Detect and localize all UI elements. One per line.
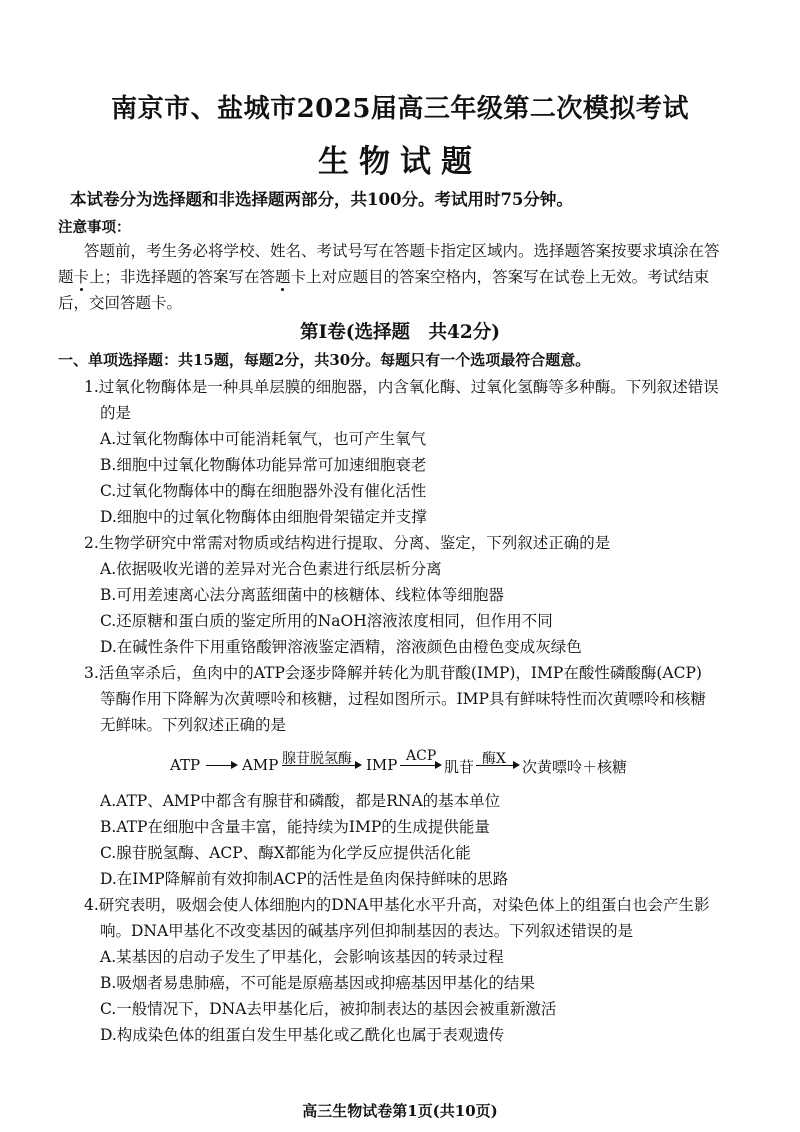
question-2-option-b: B.可用差速离心法分离蓝细菌中的核糖体、线粒体等细胞器 — [100, 586, 504, 604]
notice-heading: 注意事项： — [58, 219, 131, 236]
emphasis-dot-text: 答题卡 — [259, 268, 307, 286]
question-3-stem: 3.活鱼宰杀后，鱼肉中的ATP会逐步降解并转化为肌苷酸(IMP)，IMP在酸性磷酸酶(ACP) — [84, 664, 702, 682]
question-2-option-d: D.在碱性条件下用重铬酸钾溶液鉴定酒精，溶液颜色由橙色变成灰绿色 — [100, 638, 582, 656]
question-4-stem-cont: 响。DNA甲基化不改变基因的碱基序列但抑制基因的表达。下列叙述错误的是 — [100, 922, 634, 940]
question-1-stem-cont: 的是 — [100, 404, 132, 422]
arrow-icon — [476, 765, 518, 766]
pathway-inosine: 肌苷 — [444, 758, 475, 776]
question-4-option-b: B.吸烟者易患肺癌，不可能是原癌基因或抑癌基因甲基化的结果 — [100, 974, 535, 992]
notice-line-3: 后，交回答题卡。 — [58, 294, 183, 312]
question-1-stem: 1.过氧化物酶体是一种具单层膜的细胞器，内含氧化酶、过氧化氢酶等多种酶。下列叙述错误 — [84, 378, 719, 396]
notice-text: 上；非选择题的答案写在 — [89, 268, 260, 286]
exam-intro: 本试卷分为选择题和非选择题两部分，共100分。考试用时75分钟。 — [70, 190, 573, 209]
question-4-stem: 4.研究表明，吸烟会使人体细胞内的DNA甲基化水平升高，对染色体上的组蛋白也会产生影 — [84, 896, 710, 914]
arrow-icon — [206, 765, 236, 766]
pathway-enzyme-3: 酶X — [482, 751, 506, 767]
imp-degradation-pathway — [170, 748, 630, 780]
question-3-option-b: B.ATP在细胞中含量丰富，能持续为IMP的生成提供能量 — [100, 818, 490, 836]
question-4-option-c: C.一般情况下，DNA去甲基化后，被抑制表达的基因会被重新激活 — [100, 1000, 557, 1018]
question-4-option-a: A.某基因的启动子发生了甲基化，会影响该基因的转录过程 — [100, 948, 504, 966]
question-3-option-a: A.ATP、AMP中都含有腺苷和磷酸，都是RNA的基本单位 — [100, 792, 501, 810]
question-2-option-a: A.依据吸收光谱的差异对光合色素进行纸层析分离 — [100, 560, 442, 578]
pathway-imp: IMP — [366, 756, 398, 774]
subject-title: 生物试题 — [318, 144, 482, 180]
section-title: 第Ⅰ卷(选择题 共42分) — [300, 322, 500, 343]
question-3-option-d: D.在IMP降解前有效抑制ACP的活性是鱼肉保持鲜味的思路 — [100, 870, 509, 888]
question-1-option-b: B.细胞中过氧化物酶体功能异常可加速细胞衰老 — [100, 456, 427, 474]
notice-text: 上对应题目的答案空格内，答案写在试卷上无效。考试结束 — [306, 268, 710, 286]
notice-text: 题 — [58, 268, 74, 286]
question-1-option-a: A.过氧化物酶体中可能消耗氧气，也可产生氧气 — [100, 430, 427, 448]
part-heading: 一、单项选择题：共15题，每题2分，共30分。每题只有一个选项最符合题意。 — [58, 351, 591, 369]
question-1-option-d: D.细胞中的过氧化物酶体由细胞骨架锚定并支撑 — [100, 508, 427, 526]
emphasis-dot-text: 卡 — [73, 268, 90, 286]
pathway-products: 次黄嘌呤＋核糖 — [522, 758, 628, 776]
question-3-option-c: C.腺苷脱氢酶、ACP、酶X都能为化学反应提供活化能 — [100, 844, 471, 862]
pathway-atp: ATP — [170, 756, 201, 774]
arrow-icon — [282, 765, 360, 766]
notice-line-2 — [58, 264, 754, 290]
exam-title: 南京市、盐城市2025届高三年级第二次模拟考试 — [111, 94, 689, 124]
pathway-enzyme-2: ACP — [406, 748, 437, 764]
question-2-option-c: C.还原糖和蛋白质的鉴定所用的NaOH溶液浓度相同，但作用不同 — [100, 612, 553, 630]
question-3-stem-cont: 等酶作用下降解为次黄嘌呤和核糖，过程如图所示。IMP具有鲜味特性而次黄嘌呤和核糖 — [100, 690, 706, 708]
question-2-stem: 2.生物学研究中常需对物质或结构进行提取、分离、鉴定，下列叙述正确的是 — [84, 534, 611, 552]
pathway-amp: AMP — [242, 756, 279, 774]
arrow-icon — [400, 765, 440, 766]
question-1-option-c: C.过氧化物酶体中的酶在细胞器外没有催化活性 — [100, 482, 427, 500]
question-4-option-d: D.构成染色体的组蛋白发生甲基化或乙酰化也属于表观遗传 — [100, 1026, 505, 1044]
question-3-stem-cont: 无鲜味。下列叙述正确的是 — [100, 716, 287, 734]
notice-line-1: 答题前，考生务必将学校、姓名、考试号写在答题卡指定区域内。选择题答案按要求填涂在答 — [84, 242, 720, 260]
pathway-enzyme-1: 腺苷脱氢酶 — [282, 751, 352, 767]
page-footer: 高三生物试卷第1页(共10页) — [302, 1102, 498, 1120]
